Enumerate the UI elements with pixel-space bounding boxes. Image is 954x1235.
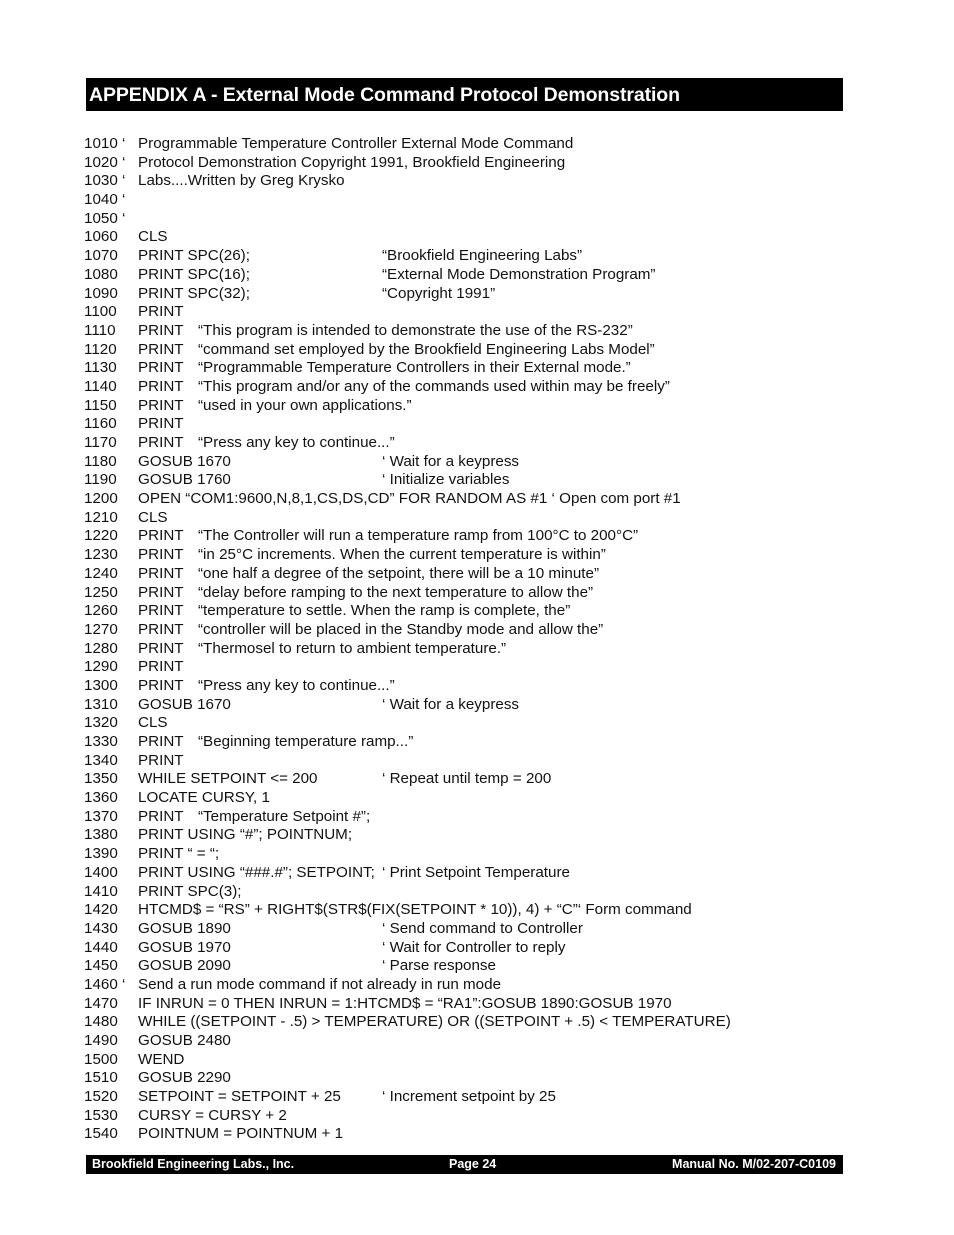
line-number: 1280: [84, 639, 118, 657]
footer-company: Brookfield Engineering Labs., Inc.: [92, 1157, 295, 1171]
code-line: [84, 359, 844, 378]
code-line: [84, 957, 844, 976]
code-line: [84, 621, 844, 640]
code-line: [84, 883, 844, 902]
line-code: PRINT SPC(32);: [138, 284, 250, 302]
line-comment: ‘ Send command to Controller: [382, 919, 583, 937]
line-statement: PRINT: [138, 434, 184, 451]
line-number: 1030 ‘: [84, 172, 126, 190]
line-comment: ‘ Increment setpoint by 25: [382, 1088, 556, 1106]
code-line: [84, 341, 844, 360]
line-argument: “controller will be placed in the Standby mode and allow the”: [198, 620, 604, 638]
code-line: [84, 826, 844, 845]
line-statement: PRINT: [138, 807, 184, 825]
line-code: PRINT “ = “;: [138, 845, 220, 863]
line-code: PRINT: [138, 303, 184, 321]
line-comment: ‘ Wait for Controller to reply: [382, 938, 566, 956]
line-comment: “External Mode Demonstration Program”: [382, 265, 656, 283]
line-number: 1140: [84, 377, 117, 395]
code-line: [84, 490, 844, 509]
line-code: HTCMD$ = “RS” + RIGHT$(STR$(FIX(SETPOINT * 10)), 4) + “C”‘ Form command: [138, 901, 692, 919]
line-code: PRINT SPC(26);: [138, 247, 250, 265]
line-argument: “temperature to settle. When the ramp is complete, the”: [198, 602, 571, 620]
code-line: [84, 546, 844, 565]
line-statement: PRINT: [138, 564, 184, 582]
footer-manual-number: Manual No. M/02-207-C0109: [672, 1157, 836, 1171]
line-number: 1390: [84, 845, 118, 863]
code-line: [84, 920, 844, 939]
line-number: 1470: [84, 994, 118, 1012]
line-number: 1490: [84, 1032, 118, 1049]
code-line: [84, 1107, 844, 1126]
code-line: [84, 1032, 844, 1051]
line-statement: PRINT: [138, 620, 184, 638]
line-comment: ‘ Wait for a keypress: [382, 695, 520, 713]
code-line: [84, 527, 844, 546]
line-number: 1480: [84, 1013, 118, 1031]
line-number: 1130: [84, 359, 117, 377]
line-argument: “This program is intended to demonstrate the use of the RS-232”: [198, 321, 633, 339]
code-line: [84, 154, 844, 173]
code-line: [84, 378, 844, 397]
code-line: [84, 901, 844, 920]
line-statement: PRINT: [138, 321, 184, 339]
line-number: 1270: [84, 620, 118, 638]
line-number: 1350: [84, 770, 118, 788]
line-number: 1300: [84, 676, 118, 694]
code-line: [84, 210, 844, 229]
page-footer: [86, 1155, 843, 1174]
code-line: [84, 696, 844, 715]
line-number: 1310: [84, 695, 118, 713]
code-line: [84, 752, 844, 771]
line-comment: “Brookfield Engineering Labs”: [382, 247, 583, 265]
line-number: 1100: [84, 303, 117, 321]
code-line: [84, 808, 844, 827]
line-number: 1060: [84, 228, 118, 246]
line-number: 1180: [84, 452, 117, 470]
code-line: [84, 1125, 844, 1144]
line-number: 1400: [84, 863, 118, 881]
line-comment: ‘ Wait for a keypress: [382, 452, 520, 470]
code-line: [84, 602, 844, 621]
line-argument: “command set employed by the Brookfield Engineering Labs Model”: [198, 340, 655, 358]
line-number: 1320: [84, 714, 118, 732]
code-line: [84, 789, 844, 808]
line-number: 1440: [84, 938, 118, 956]
line-code: Send a run mode command if not already in run mode: [138, 975, 502, 993]
line-code: WHILE SETPOINT <= 200: [138, 770, 318, 788]
line-argument: “in 25°C increments. When the current temperature is within”: [198, 546, 606, 564]
code-line: [84, 453, 844, 472]
line-statement: PRINT: [138, 733, 184, 750]
line-argument: “Programmable Temperature Controllers in their External mode.”: [198, 359, 631, 377]
code-line: [84, 939, 844, 958]
line-number: 1150: [84, 396, 117, 414]
code-line: [84, 1051, 844, 1070]
line-number: 1460 ‘: [84, 975, 126, 993]
line-statement: PRINT: [138, 602, 184, 620]
line-code: GOSUB 2090: [138, 957, 231, 975]
line-argument: “The Controller will run a temperature ramp from 100°C to 200°C”: [198, 527, 639, 545]
line-code: PRINT USING “#”; POINTNUM;: [138, 826, 353, 844]
line-argument: “Thermosel to return to ambient temperature.”: [198, 639, 507, 657]
line-code: SETPOINT = SETPOINT + 25: [138, 1088, 341, 1106]
line-code: CURSY = CURSY + 2: [138, 1106, 287, 1124]
line-comment: ‘ Print Setpoint Temperature: [382, 863, 570, 881]
line-number: 1290: [84, 658, 118, 676]
line-number: 1220: [84, 527, 118, 545]
line-code: IF INRUN = 0 THEN INRUN = 1:HTCMD$ = “RA1”:GOSUB 1890:GOSUB 1970: [138, 994, 672, 1012]
line-code: GOSUB 1670: [138, 452, 231, 470]
line-statement: PRINT: [138, 676, 184, 694]
line-argument: “This program and/or any of the commands used within may be freely”: [198, 377, 670, 395]
section-header: [86, 78, 843, 111]
line-argument: “Temperature Setpoint #”;: [198, 807, 371, 825]
line-code: PRINT: [138, 658, 184, 676]
line-code: PRINT SPC(3);: [138, 882, 242, 900]
line-code: Protocol Demonstration Copyright 1991, Brookfield Engineering: [138, 153, 566, 171]
code-line: [84, 640, 844, 659]
code-line: [84, 509, 844, 528]
line-number: 1080: [84, 265, 118, 283]
line-code: Programmable Temperature Controller External Mode Command: [138, 135, 574, 152]
code-listing: [84, 135, 844, 1144]
code-line: [84, 191, 844, 210]
code-line: [84, 584, 844, 603]
line-code: PRINT USING “###.#”; SETPOINT;: [138, 863, 375, 881]
line-statement: PRINT: [138, 340, 184, 358]
footer-page-number: Page 24: [449, 1157, 497, 1171]
line-code: WEND: [138, 1050, 185, 1068]
line-code: GOSUB 1670: [138, 695, 231, 713]
code-line: [84, 135, 844, 154]
code-line: [84, 1069, 844, 1088]
line-number: 1050 ‘: [84, 209, 126, 227]
line-argument: “Press any key to continue...”: [198, 676, 395, 694]
line-statement: PRINT: [138, 396, 184, 414]
code-line: [84, 303, 844, 322]
line-number: 1090: [84, 284, 118, 302]
line-code: PRINT: [138, 415, 184, 433]
line-number: 1450: [84, 957, 118, 975]
code-line: [84, 714, 844, 733]
code-line: [84, 247, 844, 266]
line-code: GOSUB 1890: [138, 919, 231, 937]
line-comment: ‘ Parse response: [382, 957, 496, 975]
line-code: CLS: [138, 228, 168, 246]
section-title: APPENDIX A - External Mode Command Protocol Demonstration: [89, 84, 680, 106]
line-number: 1360: [84, 789, 118, 807]
line-code: GOSUB 1760: [138, 471, 231, 489]
line-number: 1380: [84, 826, 118, 844]
line-number: 1370: [84, 807, 118, 825]
line-number: 1340: [84, 751, 118, 769]
line-code: GOSUB 1970: [138, 938, 231, 956]
line-number: 1520: [84, 1088, 118, 1106]
line-number: 1330: [84, 733, 118, 750]
code-line: [84, 172, 844, 191]
line-code: PRINT SPC(16);: [138, 265, 250, 283]
line-code: OPEN “COM1:9600,N,8,1,CS,DS,CD” FOR RANDOM AS #1 ‘ Open com port #1: [138, 490, 681, 508]
line-number: 1040 ‘: [84, 191, 126, 209]
code-line: [84, 733, 844, 752]
line-number: 1020 ‘: [84, 153, 126, 171]
line-number: 1110: [84, 321, 116, 339]
line-number: 1210: [84, 508, 118, 526]
line-argument: “Press any key to continue...”: [198, 434, 395, 451]
line-number: 1240: [84, 564, 118, 582]
line-statement: PRINT: [138, 377, 184, 395]
line-code: CLS: [138, 714, 168, 732]
line-statement: PRINT: [138, 527, 184, 545]
line-number: 1160: [84, 415, 117, 433]
code-line: [84, 1013, 844, 1032]
line-number: 1250: [84, 583, 118, 601]
line-number: 1510: [84, 1069, 118, 1087]
line-comment: “Copyright 1991”: [382, 284, 496, 302]
code-line: [84, 228, 844, 247]
line-statement: PRINT: [138, 583, 184, 601]
line-number: 1070: [84, 247, 118, 265]
code-line: [84, 845, 844, 864]
line-code: Labs....Written by Greg Krysko: [138, 172, 345, 190]
code-line: [84, 434, 844, 453]
code-line: [84, 397, 844, 416]
code-line: [84, 266, 844, 285]
line-argument: “used in your own applications.”: [198, 396, 412, 414]
line-argument: “delay before ramping to the next temperature to allow the”: [198, 583, 594, 601]
line-code: GOSUB 2290: [138, 1069, 231, 1087]
line-number: 1530: [84, 1106, 118, 1124]
code-line: [84, 864, 844, 883]
code-line: [84, 1088, 844, 1107]
line-code: POINTNUM = POINTNUM + 1: [138, 1125, 344, 1143]
line-number: 1230: [84, 546, 118, 564]
line-statement: PRINT: [138, 639, 184, 657]
line-number: 1170: [84, 434, 117, 451]
line-number: 1200: [84, 490, 118, 508]
code-line: [84, 677, 844, 696]
line-code: PRINT: [138, 751, 184, 769]
code-line: [84, 976, 844, 995]
line-number: 1540: [84, 1125, 118, 1143]
code-line: [84, 565, 844, 584]
line-number: 1260: [84, 602, 118, 620]
line-statement: PRINT: [138, 359, 184, 377]
line-statement: PRINT: [138, 546, 184, 564]
line-code: LOCATE CURSY, 1: [138, 789, 270, 807]
code-line: [84, 471, 844, 490]
line-number: 1420: [84, 901, 118, 919]
line-number: 1010 ‘: [84, 135, 126, 152]
code-line: [84, 995, 844, 1014]
line-code: WHILE ((SETPOINT - .5) > TEMPERATURE) OR ((SETPOINT + .5) < TEMPERATURE): [138, 1013, 731, 1031]
code-line: [84, 285, 844, 304]
line-number: 1120: [84, 340, 117, 358]
code-line: [84, 322, 844, 341]
line-code: CLS: [138, 508, 168, 526]
line-comment: ‘ Initialize variables: [382, 471, 510, 489]
line-number: 1500: [84, 1050, 118, 1068]
code-line: [84, 415, 844, 434]
code-line: [84, 658, 844, 677]
line-comment: ‘ Repeat until temp = 200: [382, 770, 552, 788]
line-argument: “Beginning temperature ramp...”: [198, 733, 414, 750]
line-number: 1410: [84, 882, 118, 900]
line-number: 1190: [84, 471, 117, 489]
line-code: GOSUB 2480: [138, 1032, 231, 1049]
code-line: [84, 770, 844, 789]
line-number: 1430: [84, 919, 118, 937]
line-argument: “one half a degree of the setpoint, there will be a 10 minute”: [198, 564, 600, 582]
